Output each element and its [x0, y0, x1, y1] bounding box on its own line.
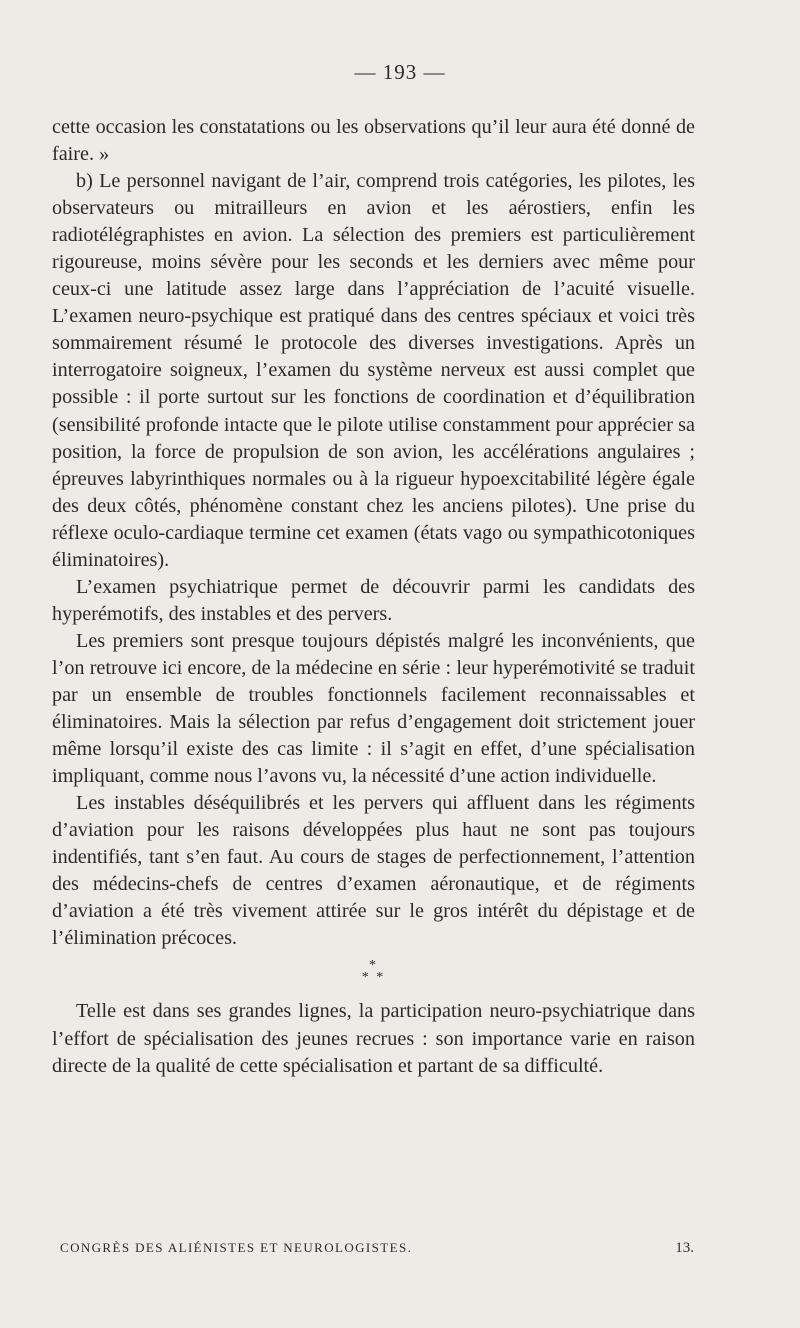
closing-paragraph: Telle est dans ses grandes lignes, la participation neuro-psychiatrique dans l’effort de spécialisation des jeunes recrues : son importance varie en raison directe de la qualité de cette spécialisation et partant de sa difficulté. [52, 1000, 695, 1077]
paragraph-2: b) Le personnel navigant de l’air, comprend trois catégories, les pilotes, les observateurs ou mitrailleurs en avion et les aérostiers, enfin les radiotélégraphistes en avion. La sélection des premiers est particulièrement rigoureuse, moins sévère pour les seconds et les derniers avec même pour ceux-ci une latitude assez large dans l’appréciation de l’acuité visuelle. L’examen neuro-psychique est pratiqué dans des centres spéciaux et voici très sommairement résumé le protocole des diverses investigations. Après un interrogatoire soigneux, l’examen du système nerveux est aussi complet que possible : il porte surtout sur les fonctions de coordination et d’équilibration (sensibilité profonde intacte que le pilote utilise constamment pour apprécier sa position, la force de propulsion de son avion, les accélérations angulaires ; épreuves labyrinthiques normales ou à la rigueur hypoexcitabilité légère égale des deux côtés, phénomène constant chez les anciens pilotes). Une prise du réflexe oculo-cardiaque termine cet examen (états vago ou sympathicotoniques éliminatoires). [52, 170, 695, 571]
footer [60, 1240, 694, 1256]
paragraph-3: L’examen psychiatrique permet de découvrir parmi les candidats des hyperémotifs, des instables et des pervers. [52, 575, 695, 625]
paragraph-1: cette occasion les constatations ou les observations qu’il leur aura été donné de faire. » [52, 116, 695, 166]
page-number: — 193 — [354, 60, 446, 84]
asterism-top: * [369, 958, 378, 974]
section-break-asterism [52, 960, 695, 984]
paragraph-5: Les instables déséquilibrés et les pervers qui affluent dans les régiments d’aviation pour les raisons développées plus haut ne sont pas toujours indentifiés, tant s’en faut. Au cours de stages de perfectionnement, l’attention des médecins-chefs de centres d’examen aéronautique, et de régiments d’aviation a été très vivement attirée sur le gros intérêt du dépistage et de l’élimination précoces. [52, 792, 695, 950]
asterism-bottom: * * [361, 970, 386, 986]
paragraph-4: Les premiers sont presque toujours dépistés malgré les inconvénients, que l’on retrouve ici encore, de la médecine en série : leur hyperémotivité se traduit par un ensemble de troubles fonctionnels facilement reconnaissables et éliminatoires. Mais la sélection par refus d’engagement doit strictement jouer même lorsqu’il existe des cas limite : il s’agit en effet, d’une spécialisation impliquant, comme nous l’avons vu, la nécessité d’une action individuelle. [52, 629, 695, 788]
body-text [52, 114, 695, 1080]
signature-mark: 13. [675, 1240, 694, 1256]
running-title: CONGRÈS DES ALIÉNISTES ET NEUROLOGISTES. [60, 1240, 413, 1255]
